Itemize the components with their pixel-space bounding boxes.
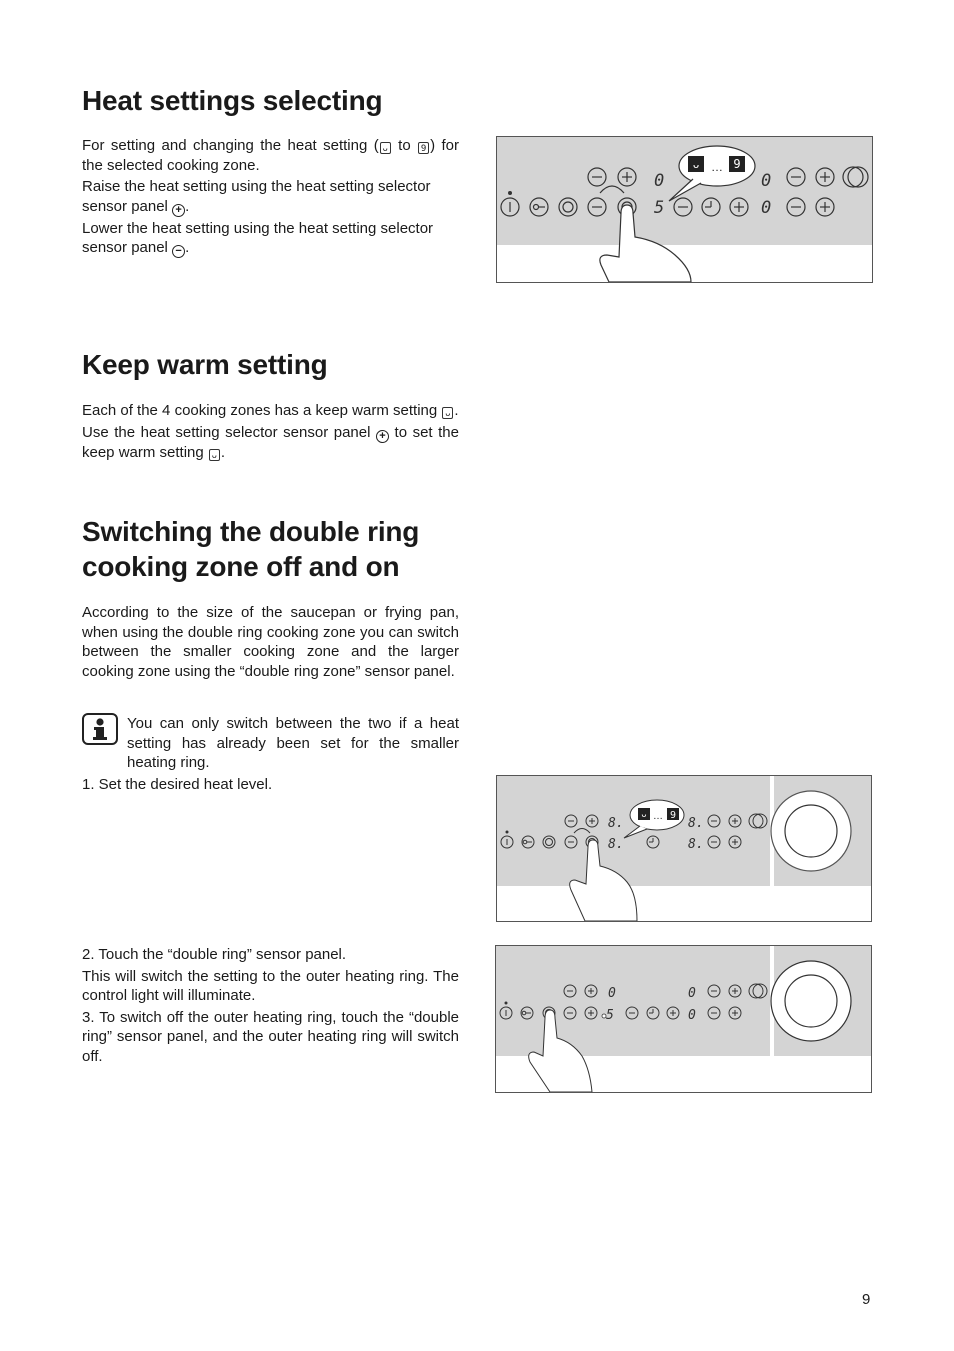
info-icon: [82, 713, 118, 745]
note-text: [127, 714, 459, 775]
step-2-detail: This will switch the setting to the outer heating ring. The control light will illuminate.: [82, 967, 459, 1004]
figure-heat-setting-panel: [496, 136, 873, 283]
fig2-display-4: 8.: [688, 837, 704, 852]
keep-warm-symbol-icon: ᴗ: [209, 449, 220, 461]
keep-warm-title: Keep warm setting: [82, 349, 328, 380]
bubble-low-label: ᴗ: [692, 158, 700, 171]
heat-para-2: Raise the heat setting using the heat setting selector sensor panel + .: [82, 178, 431, 216]
step-2-text: 2. Touch the “double ring” sensor panel.: [82, 946, 347, 963]
figure-set-heat-level: [496, 775, 872, 922]
page-number: 9: [862, 1291, 871, 1308]
heat-para-3: Lower the heat setting using the heat setting selector sensor panel − .: [82, 219, 434, 257]
plus-circle-icon: +: [376, 430, 389, 443]
heat-para-1: For setting and changing the heat setting ( ᴗ to 9 ) for the selected cooking zone.: [82, 137, 459, 174]
plus-circle-icon: +: [172, 204, 185, 217]
keep-warm-text: [82, 401, 459, 464]
step-1-text: 1. Set the desired heat level.: [82, 776, 273, 793]
fig3-display-top: 0: [608, 986, 616, 1001]
level-9-symbol-icon: 9: [418, 142, 429, 154]
note-para: You can only switch between the two if a heat setting has already been set for the smaller heating ring.: [127, 715, 459, 771]
display-mid: 5: [654, 198, 665, 218]
figure-double-ring-touch: [495, 945, 872, 1093]
heat-settings-title: Heat settings selecting: [82, 85, 383, 116]
double-para-1: According to the size of the saucepan or frying pan, when using the double ring cooking zone you can switch between the smaller cooking zone and the larger cooking zone using the “double ring zone” sensor panel.: [82, 604, 459, 680]
double-ring-panel-illustration: [497, 776, 871, 921]
fig3-display-mid: 5: [606, 1008, 614, 1023]
double-ring-intro: [82, 603, 459, 683]
keep-warm-symbol-icon: ᴗ: [442, 407, 453, 419]
step-3-text: 3. To switch off the outer heating ring, touch the “double ring” sensor panel, and the outer heating ring will switch off.: [82, 1008, 459, 1065]
minus-circle-icon: −: [172, 245, 185, 258]
fig2-bubble-ellipsis: …: [653, 811, 663, 822]
display-left: 0: [654, 171, 665, 191]
display-right-top: 0: [761, 171, 772, 191]
display-right-bottom: 0: [761, 198, 772, 218]
double-ring-touch-illustration: [496, 946, 871, 1092]
warm-para-2: Use the heat setting selector sensor panel + to set the keep warm setting ᴗ .: [82, 423, 459, 461]
fig2-display-1: 8.: [608, 816, 624, 831]
keep-warm-symbol-icon: ᴗ: [380, 142, 391, 154]
bubble-ellipsis: …: [711, 160, 723, 174]
fig3-display-right-top: 0: [688, 986, 696, 1001]
double-ring-title-1: Switching the double ring: [82, 516, 420, 547]
warm-para-1: Each of the 4 cooking zones has a keep warm setting ᴗ .: [82, 402, 459, 419]
fig2-bubble-high: 9: [669, 810, 677, 821]
fig3-display-right: 0: [688, 1008, 696, 1023]
step-2: [82, 945, 459, 1068]
fig2-display-2: 8.: [608, 837, 624, 852]
double-ring-title-2: cooking zone off and on: [82, 551, 400, 582]
heat-settings-text: [82, 136, 459, 260]
control-panel-illustration: [497, 137, 872, 282]
step-1: [82, 775, 459, 797]
fig2-display-3: 8.: [688, 816, 704, 831]
bubble-high-label: 9: [733, 157, 741, 171]
fig2-bubble-low: ᴗ: [641, 810, 647, 820]
